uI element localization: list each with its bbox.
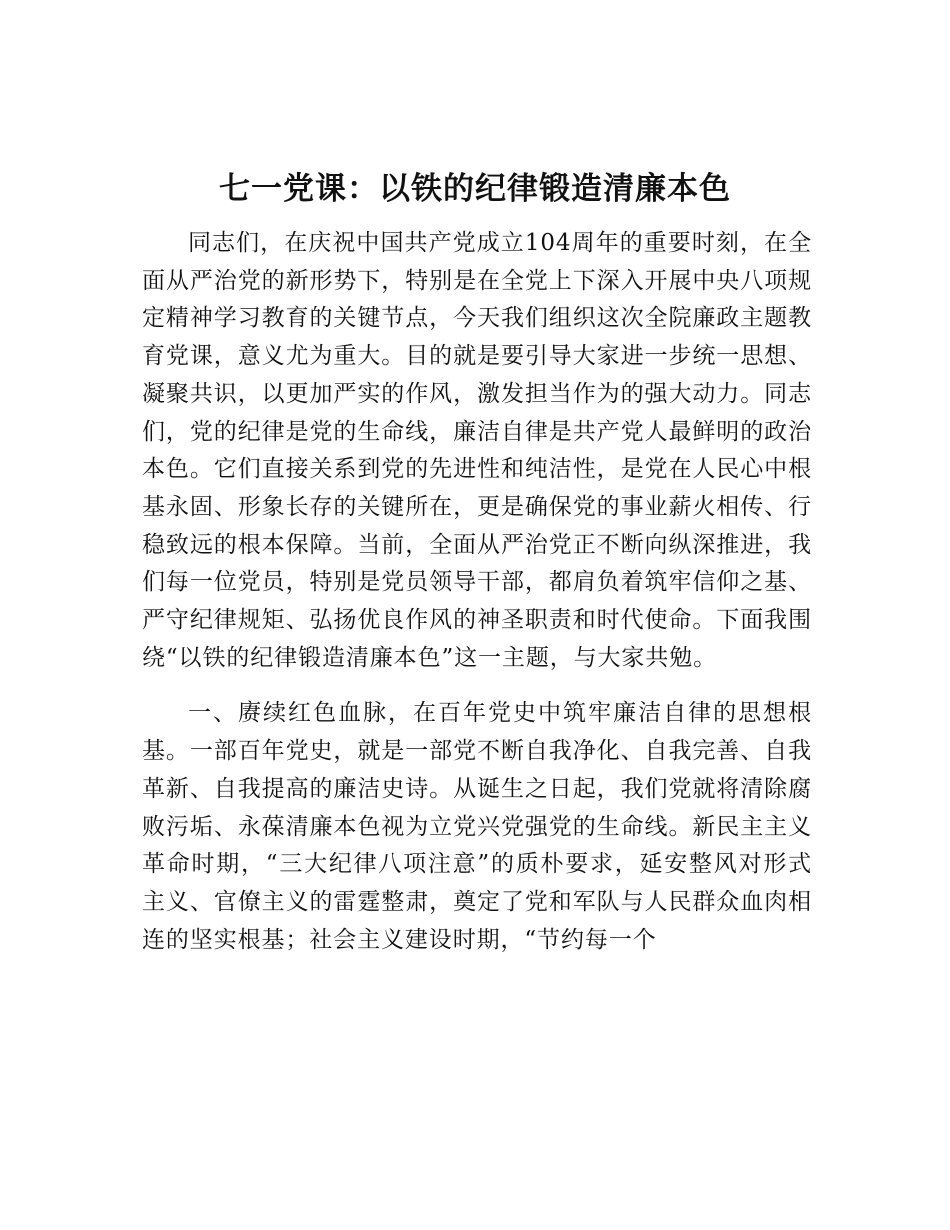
document-title: 七一党课：以铁的纪律锻造清廉本色 [219,171,731,207]
document-body [142,225,812,959]
paragraph-section-one: 一、赓续红色血脉，在百年党史中筑牢廉洁自律的思想根基。一部百年党史，就是一部党不断自我净化、自我完善、自我革新、自我提高的廉洁史诗。从诞生之日起，我们党就将清除腐败污垢、永葆清廉本色视为立党兴党强党的生命线。新民主主义革命时期，“三大纪律八项注意”的质朴要求，延安整风对形式主义、官僚主义的雷霆整肃，奠定了党和军队与人民群众血肉相连的坚实根基；社会主义建设时期，“节约每一个 [142,700,812,953]
paragraph-intro: 同志们，在庆祝中国共产党成立104周年的重要时刻，在全面从严治党的新形势下，特别是在全党上下深入开展中央八项规定精神学习教育的关键节点，今天我们组织这次全院廉政主题教育党课，意义尤为重大。目的就是要引导大家进一步统一思想、凝聚共识，以更加严实的作风，激发担当作为的强大动力。同志们，党的纪律是党的生命线，廉洁自律是共产党人最鲜明的政治本色。它们直接关系到党的先进性和纯洁性，是党在人民心中根基永固、形象长存的关键所在，更是确保党的事业薪火相传、行稳致远的根本保障。当前，全面从严治党正不断向纵深推进，我们每一位党员，特别是党员领导干部，都肩负着筑牢信仰之基、严守纪律规矩、弘扬优良作风的神圣职责和时代使命。下面我围绕“以铁的纪律锻造清廉本色”这一主题，与大家共勉。 [142,230,812,671]
